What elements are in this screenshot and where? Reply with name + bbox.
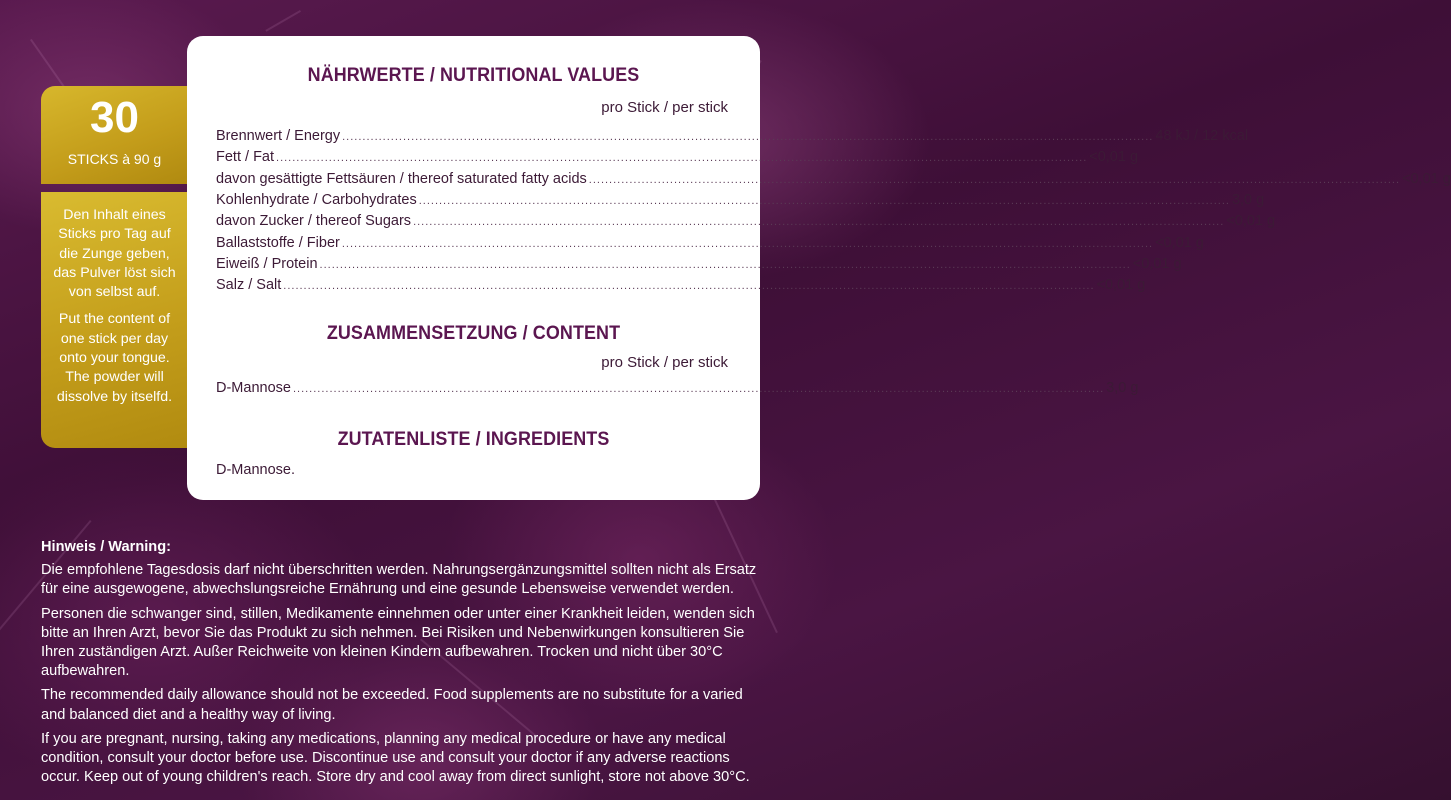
warning-paragraph: Personen die schwanger sind, stillen, Medikamente einnehmen oder unter einer Krankheit leiden, wenden sich bitte an Ihren Arzt, bevor Sie das Produkt zu sich nehmen. Bei Risiken und Nebenwirkungen konsultieren Sie Ihren zuständigen Arzt. Außer Reichweite von kleinen Kindern aufbewahren. Trocken und nicht über 30°C aufbewahren. [41, 605, 755, 680]
nutrition-card [187, 36, 1451, 500]
ingredients-text: D-Mannose. [216, 462, 295, 478]
stick-count-unit: STICKS à 90 g [67, 151, 162, 167]
table-row [216, 255, 1182, 276]
table-row [216, 234, 1204, 255]
dot-leader: ........................................................................................................................................................................................................ [341, 237, 1154, 250]
warning-title: Hinweis / Warning: [41, 539, 171, 555]
nutrition-title: NÄHRWERTE / NUTRITIONAL VALUES [307, 64, 640, 86]
dot-leader: ........................................................................................................................................................................................................ [292, 383, 1105, 395]
dot-leader: ........................................................................................................................................................................................................ [276, 152, 1088, 165]
row-value: <0,01 g [1096, 277, 1146, 294]
warning-paragraph: If you are pregnant, nursing, taking any medications, planning any medical procedure or have any medical condition, consult your doctor before use. Discontinue use and consult your doctor if any adverse reactions occur. Keep out of young children's reach. Store dry and cool away from direct sunlight, store not above 30°C. [41, 730, 750, 786]
table-row [216, 277, 1146, 297]
composition-per-stick: pro Stick / per stick [601, 354, 728, 371]
stick-count: 30 [90, 93, 139, 142]
row-value: <0,01 g [1226, 213, 1276, 230]
row-label: Brennwert / Energy [216, 128, 341, 144]
dot-leader: ........................................................................................................................................................................................................ [283, 280, 1095, 293]
warning-paragraph: Die empfohlene Tagesdosis darf nicht überschritten werden. Nahrungsergänzungsmittel sollten nicht als Ersatz für eine ausgewogene, abwechslungsreiche Ernährung und eine gesunde Lebensweise verwendet werden. [41, 562, 757, 598]
row-label: davon Zucker / thereof Sugars [216, 213, 412, 230]
nutrition-per-stick: pro Stick / per stick [601, 99, 728, 116]
row-value: 3,0 g [1231, 191, 1265, 208]
warning-section [41, 538, 771, 792]
row-label: Eiweiß / Protein [216, 255, 318, 272]
table-row [216, 213, 1276, 233]
row-label: Fett / Fat [216, 149, 275, 166]
row-value: <0,01 g [1132, 255, 1182, 272]
usage-instructions-panel [41, 192, 188, 448]
row-value: 48 kJ / 12 kcal [1155, 128, 1249, 144]
dot-leader: ........................................................................................................................................................................................................ [413, 216, 1225, 229]
dot-leader: ........................................................................................................................................................................................................ [588, 173, 1401, 186]
row-value: <0,01 g [1089, 149, 1139, 166]
dot-leader: ........................................................................................................................................................................................................ [418, 194, 1230, 207]
ingredients-title: ZUTATENLISTE / INGREDIENTS [337, 428, 610, 450]
table-row [216, 128, 1249, 148]
dot-leader: ........................................................................................................................................................................................................ [319, 258, 1131, 271]
dot-leader: ........................................................................................................................................................................................................ [342, 131, 1154, 143]
row-label: davon gesättigte Fettsäuren / thereof saturated fatty acids [216, 170, 587, 187]
row-label: Kohlenhydrate / Carbohydrates [216, 191, 417, 208]
stick-count-badge [41, 86, 188, 184]
row-label: Ballaststoffe / Fiber [216, 234, 340, 251]
warning-paragraph: The recommended daily allowance should not be exceeded. Food supplements are no substitute for a varied and balanced diet and a healthy way of living. [41, 687, 743, 723]
table-row [216, 170, 1451, 191]
composition-title: ZUSAMMENSETZUNG / CONTENT [326, 322, 621, 344]
table-row [216, 191, 1265, 212]
table-row [216, 149, 1139, 169]
row-value: <0,01 g [1155, 234, 1204, 251]
row-label: D-Mannose [216, 380, 291, 396]
row-value: <0,01 g [1402, 170, 1451, 187]
usage-instructions-en: Put the content of one stick per day onto your tongue. The powder will dissolve by itselfd. [56, 311, 173, 405]
row-value: 3,0 g [1106, 380, 1139, 396]
table-row [216, 380, 1139, 400]
row-label: Salz / Salt [216, 277, 282, 294]
usage-instructions-de: Den Inhalt eines Sticks pro Tag auf die Zunge geben, das Pulver löst sich von selbst auf. [53, 207, 176, 301]
